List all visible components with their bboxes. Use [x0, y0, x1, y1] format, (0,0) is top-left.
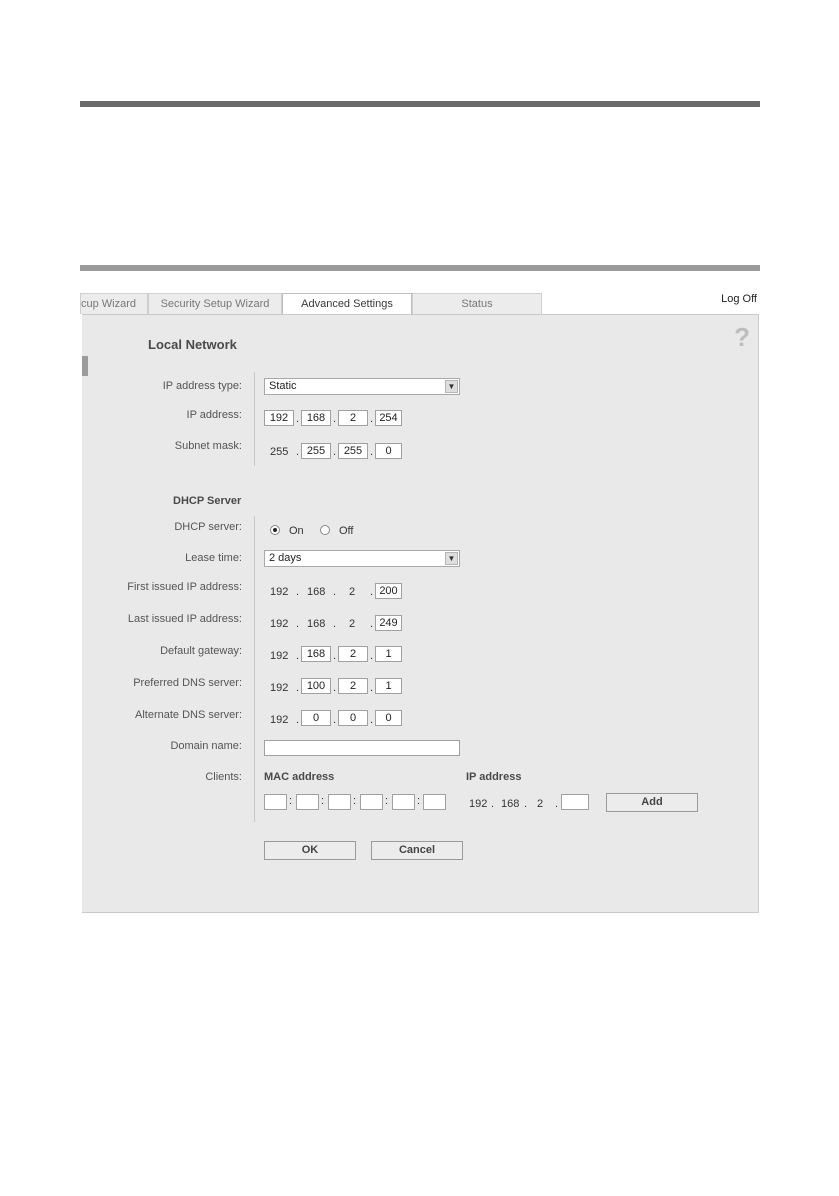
gateway-dot-3: .	[370, 650, 374, 662]
mask-dot-3: .	[370, 446, 374, 458]
client-ip-header: IP address	[466, 771, 522, 783]
ip-dot-3: .	[370, 413, 374, 425]
pdns-octet-2[interactable]: 100	[301, 678, 331, 694]
pdns-octet-4[interactable]: 1	[375, 678, 402, 694]
cancel-button[interactable]: Cancel	[371, 841, 463, 860]
dhcp-on-label: On	[289, 525, 304, 537]
mac-segment-4[interactable]	[360, 794, 383, 810]
client-ip-dot-3: .	[555, 798, 559, 810]
ip-octet-1[interactable]: 192	[264, 410, 294, 426]
gateway-octet-3[interactable]: 2	[338, 646, 368, 662]
ip-octet-2[interactable]: 168	[301, 410, 331, 426]
last-dot-1: .	[296, 618, 300, 630]
chevron-down-icon[interactable]: ▼	[445, 552, 458, 565]
mac-colon-5: :	[417, 795, 421, 807]
section-rule	[80, 265, 760, 271]
mac-segment-5[interactable]	[392, 794, 415, 810]
adns-octet-2[interactable]: 0	[301, 710, 331, 726]
mac-segment-2[interactable]	[296, 794, 319, 810]
ip-type-value: Static	[269, 380, 297, 392]
mask-octet-1: 255	[270, 446, 289, 458]
gateway-dot-2: .	[333, 650, 337, 662]
last-dot-3: .	[370, 618, 374, 630]
mac-colon-1: :	[289, 795, 293, 807]
mac-segment-1[interactable]	[264, 794, 287, 810]
mac-colon-4: :	[385, 795, 389, 807]
gateway-octet-2[interactable]: 168	[301, 646, 331, 662]
preferred-dns-label: Preferred DNS server:	[133, 677, 242, 689]
mac-segment-6[interactable]	[423, 794, 446, 810]
gateway-label: Default gateway:	[160, 645, 242, 657]
ip-address-label: IP address:	[186, 409, 242, 421]
mask-octet-3[interactable]: 255	[338, 443, 368, 459]
log-off-link[interactable]: Log Off	[721, 293, 757, 305]
first-octet-4[interactable]: 200	[375, 583, 402, 599]
ip-dot-1: .	[296, 413, 300, 425]
mask-dot-1: .	[296, 446, 300, 458]
sidebar-scroll-marker[interactable]	[82, 356, 88, 376]
gateway-octet-4[interactable]: 1	[375, 646, 402, 662]
first-ip-label: First issued IP address:	[127, 581, 242, 593]
ip-octet-3[interactable]: 2	[338, 410, 368, 426]
domain-name-input[interactable]	[264, 740, 460, 756]
dhcp-off-label: Off	[339, 525, 354, 537]
last-dot-2: .	[333, 618, 337, 630]
adns-octet-4[interactable]: 0	[375, 710, 402, 726]
gateway-dot-1: .	[296, 650, 300, 662]
pdns-dot-1: .	[296, 682, 300, 694]
first-octet-3: 2	[349, 586, 356, 598]
gateway-octet-1: 192	[270, 650, 289, 662]
client-ip-octet-1: 192	[469, 798, 488, 810]
ip-octet-4[interactable]: 254	[375, 410, 402, 426]
local-network-heading: Local Network	[148, 337, 237, 352]
ip-type-label: IP address type:	[162, 380, 242, 392]
first-dot-1: .	[296, 586, 300, 598]
dhcp-off-radio[interactable]	[320, 525, 330, 535]
mac-colon-2: :	[321, 795, 325, 807]
mac-segment-3[interactable]	[328, 794, 351, 810]
ip-dot-2: .	[333, 413, 337, 425]
pdns-dot-2: .	[333, 682, 337, 694]
help-icon[interactable]: ?	[734, 322, 750, 352]
first-octet-2: 168	[307, 586, 326, 598]
dhcp-server-label: DHCP server:	[174, 521, 242, 533]
tab-advanced-settings[interactable]: Advanced Settings	[282, 293, 412, 315]
pdns-octet-3[interactable]: 2	[338, 678, 368, 694]
chevron-down-icon[interactable]: ▼	[445, 380, 458, 393]
adns-octet-1: 192	[270, 714, 289, 726]
client-ip-dot-1: .	[491, 798, 495, 810]
mask-dot-2: .	[333, 446, 337, 458]
lease-time-value: 2 days	[269, 552, 302, 564]
ok-button[interactable]: OK	[264, 841, 356, 860]
alternate-dns-label: Alternate DNS server:	[135, 709, 242, 721]
last-octet-3: 2	[349, 618, 356, 630]
tab-setup-wizard[interactable]: cup Wizard	[80, 293, 148, 314]
tab-bar	[80, 293, 760, 315]
dhcp-on-radio[interactable]	[270, 525, 280, 535]
lease-time-label: Lease time:	[185, 552, 242, 564]
add-client-button[interactable]: Add	[606, 793, 698, 812]
last-octet-2: 168	[307, 618, 326, 630]
first-dot-3: .	[370, 586, 374, 598]
mac-address-header: MAC address	[264, 771, 335, 783]
dhcp-heading: DHCP Server	[173, 495, 242, 507]
tab-status[interactable]: Status	[412, 293, 542, 314]
mask-octet-4[interactable]: 0	[375, 443, 402, 459]
subnet-mask-label: Subnet mask:	[174, 440, 242, 452]
lease-time-select[interactable]	[264, 550, 460, 567]
clients-label: Clients:	[205, 771, 242, 783]
last-ip-label: Last issued IP address:	[127, 613, 242, 625]
client-ip-octet-3: 2	[537, 798, 544, 810]
ip-type-select[interactable]	[264, 378, 460, 395]
dhcp-divider	[254, 516, 255, 822]
local-network-divider	[254, 372, 255, 466]
top-rule	[80, 101, 760, 107]
first-octet-1: 192	[270, 586, 289, 598]
pdns-dot-3: .	[370, 682, 374, 694]
tab-security-setup-wizard[interactable]: Security Setup Wizard	[148, 293, 282, 314]
last-octet-1: 192	[270, 618, 289, 630]
last-octet-4[interactable]: 249	[375, 615, 402, 631]
mask-octet-2[interactable]: 255	[301, 443, 331, 459]
domain-name-label: Domain name:	[170, 740, 242, 752]
mac-colon-3: :	[353, 795, 357, 807]
adns-dot-2: .	[333, 714, 337, 726]
client-ip-octet-2: 168	[501, 798, 520, 810]
pdns-octet-1: 192	[270, 682, 289, 694]
adns-dot-3: .	[370, 714, 374, 726]
client-ip-octet-4[interactable]	[561, 794, 589, 810]
first-dot-2: .	[333, 586, 337, 598]
adns-octet-3[interactable]: 0	[338, 710, 368, 726]
client-ip-dot-2: .	[524, 798, 528, 810]
adns-dot-1: .	[296, 714, 300, 726]
